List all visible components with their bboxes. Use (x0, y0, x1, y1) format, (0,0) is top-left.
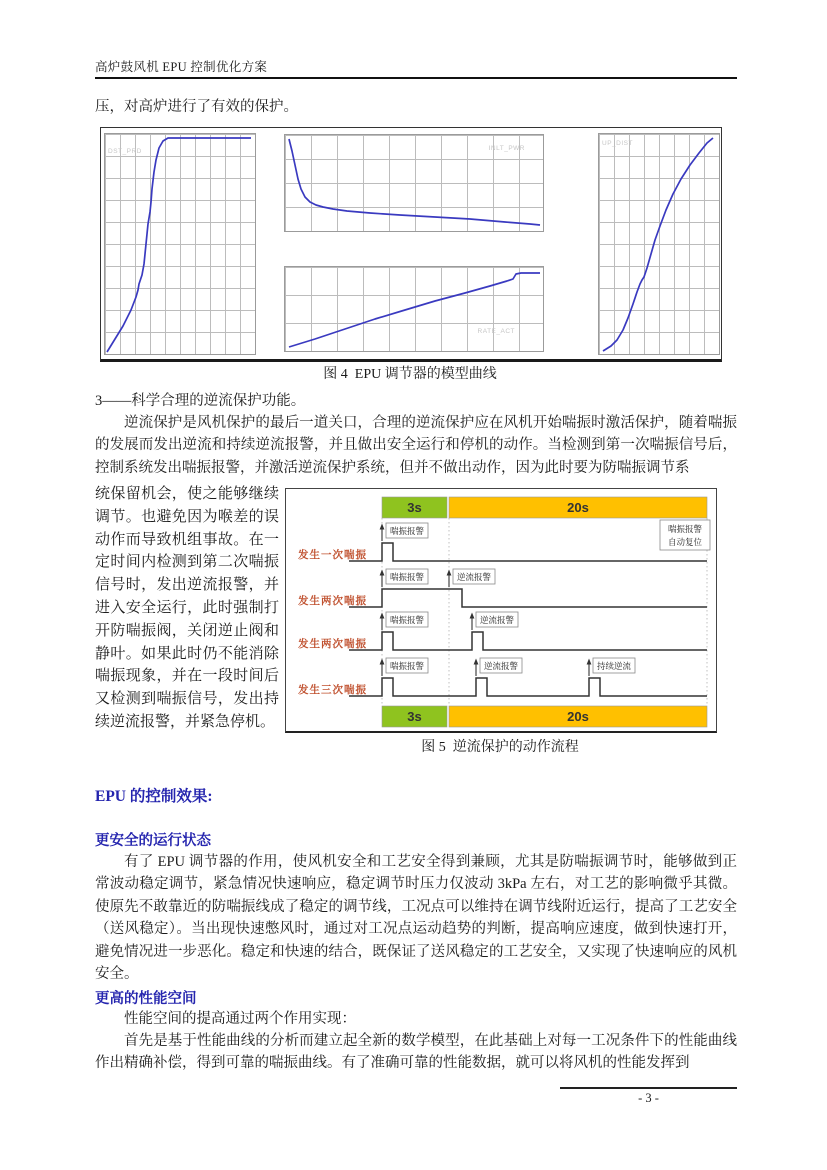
row3-waveform (349, 632, 707, 650)
row3-event1-label: 喘振报警 (389, 615, 425, 625)
panel-mid-bottom-label: RATE_ACT (477, 328, 515, 335)
row2-event1-label: 喘振报警 (389, 572, 425, 582)
reset-note-line2: 自动复位 (667, 537, 703, 547)
row3-event2-label: 逆流报警 (479, 615, 515, 625)
panel-mid-bottom-chart (285, 267, 543, 351)
row2-event2-label: 逆流报警 (456, 572, 492, 582)
row4-event3-label: 持续逆流 (596, 661, 632, 671)
header-divider (95, 77, 737, 79)
row1-event1-label: 喘振报警 (389, 526, 425, 536)
row1-label: 发生一次喘振 (298, 549, 367, 561)
row3-label: 发生两次喘振 (298, 638, 367, 650)
effects-paragraph-performance: 首先是基于性能曲线的分析而建立起全新的数学模型，在此基础上对每一工况条件下的性能曲线作出精确补偿，得到可靠的喘振曲线。有了准确可靠的性能数据，就可以将风机的性能发挥到 (95, 1033, 737, 1072)
row2-waveform (349, 589, 707, 607)
model-curve (603, 138, 713, 351)
figure5-diagram (286, 489, 716, 731)
event-arrowhead (470, 613, 475, 619)
panel-left-label: DST_PRD (108, 148, 142, 155)
model-curve (289, 273, 540, 347)
time-bar-green-top-label: 3s (407, 500, 422, 515)
intro-text: 压，对高炉进行了有效的保护。 (95, 99, 298, 115)
effects-paragraph-safety: 有了 EPU 调节器的作用，使风机安全和工艺安全得到兼顾，尤其是防喘振调节时，能够做到正常波动稳定调节，紧急情况快速响应，稳定调节时压力仅波动 3kPa 左右，对工艺的影响微乎其微。使原先不敢靠近的防喘振线成了稳定的调节线，工况点可以维持在调节线附近运行，提高了工艺安全（送风稳定）。当出现快速憋风时，通过对工况点运动趋势的判断，提高响应速度，做到快速打开，避免情况进一步恶化。稳定和快速的结合，既保证了送风稳定的工艺安全，又实现了快速响应的风机安全。 (95, 854, 737, 983)
panel-mid-top-chart (285, 135, 543, 231)
panel-left-chart (105, 134, 255, 354)
row1-waveform (349, 543, 707, 561)
time-bar-green-bottom-label: 3s (407, 709, 422, 724)
figure4-panel-left (104, 133, 256, 355)
event-arrowhead (380, 659, 385, 665)
model-curve (107, 138, 251, 352)
figure4-caption: 图 4 EPU 调节器的模型曲线 (323, 367, 497, 382)
row2-label: 发生两次喘振 (298, 595, 367, 607)
event-arrowhead (380, 613, 385, 619)
figure5-caption: 图 5 逆流保护的动作流程 (421, 740, 579, 755)
effects-paragraph-performance-intro: 性能空间的提高通过两个作用实现： (124, 1011, 356, 1027)
effects-subheading-safety: 更安全的运行状态 (95, 833, 211, 849)
time-bar-yellow-top-label: 20s (567, 500, 589, 515)
event-arrowhead (587, 659, 592, 665)
model-curve (289, 139, 540, 225)
figure4-panel-right (598, 133, 720, 355)
figure4-panel-mid-top (284, 134, 544, 232)
panel-right-label: UP_DIST (602, 140, 633, 147)
figure4-panel-mid-bottom (284, 266, 544, 352)
figure5 (285, 488, 717, 733)
effects-title: EPU 的控制效果: (95, 788, 213, 805)
row4-event1-label: 喘振报警 (389, 661, 425, 671)
reset-note-line1: 喘振报警 (667, 524, 703, 534)
row4-label: 发生三次喘振 (298, 684, 367, 696)
panel-right-chart (599, 134, 719, 354)
time-bar-yellow-bottom-label: 20s (567, 709, 589, 724)
effects-subheading-performance: 更高的性能空间 (95, 991, 197, 1007)
section3-left-column: 统保留机会，使之能够继续调节。也避免因为喉差的误动作而导致机组事故。在一定时间内检测到第二次喘振信号时，发出逆流报警，并进入安全运行，此时强制打开防喘振阀，关闭逆止阀和静叶。如果此时仍不能消除喘振现象，并在一段时间后又检测到喘振信号，发出持续逆流报警，并紧急停机。 (95, 486, 279, 730)
section3-title: 3——科学合理的逆流保护功能。 (95, 393, 306, 409)
footer-divider (560, 1087, 737, 1089)
row4-waveform (349, 678, 707, 696)
row4-event2-label: 逆流报警 (483, 661, 519, 671)
event-arrowhead (447, 570, 452, 576)
event-arrowhead (380, 570, 385, 576)
panel-mid-top-label: INLT_PWR (488, 145, 525, 152)
event-arrowhead (474, 659, 479, 665)
section3-paragraph: 逆流保护是风机保护的最后一道关口，合理的逆流保护应在风机开始喘振时激活保护，随着喘振的发展而发出逆流和持续逆流报警，并且做出安全运行和停机的动作。当检测到第一次喘振信号后，控制系统发出喘振报警，并激活逆流保护系统，但并不做出动作，因为此时要为防喘振调节系 (95, 415, 737, 476)
page-number: - 3 - (638, 1091, 659, 1105)
figure4 (100, 127, 722, 362)
event-arrowhead (380, 524, 385, 530)
header-title: 高炉鼓风机 EPU 控制优化方案 (95, 60, 268, 74)
